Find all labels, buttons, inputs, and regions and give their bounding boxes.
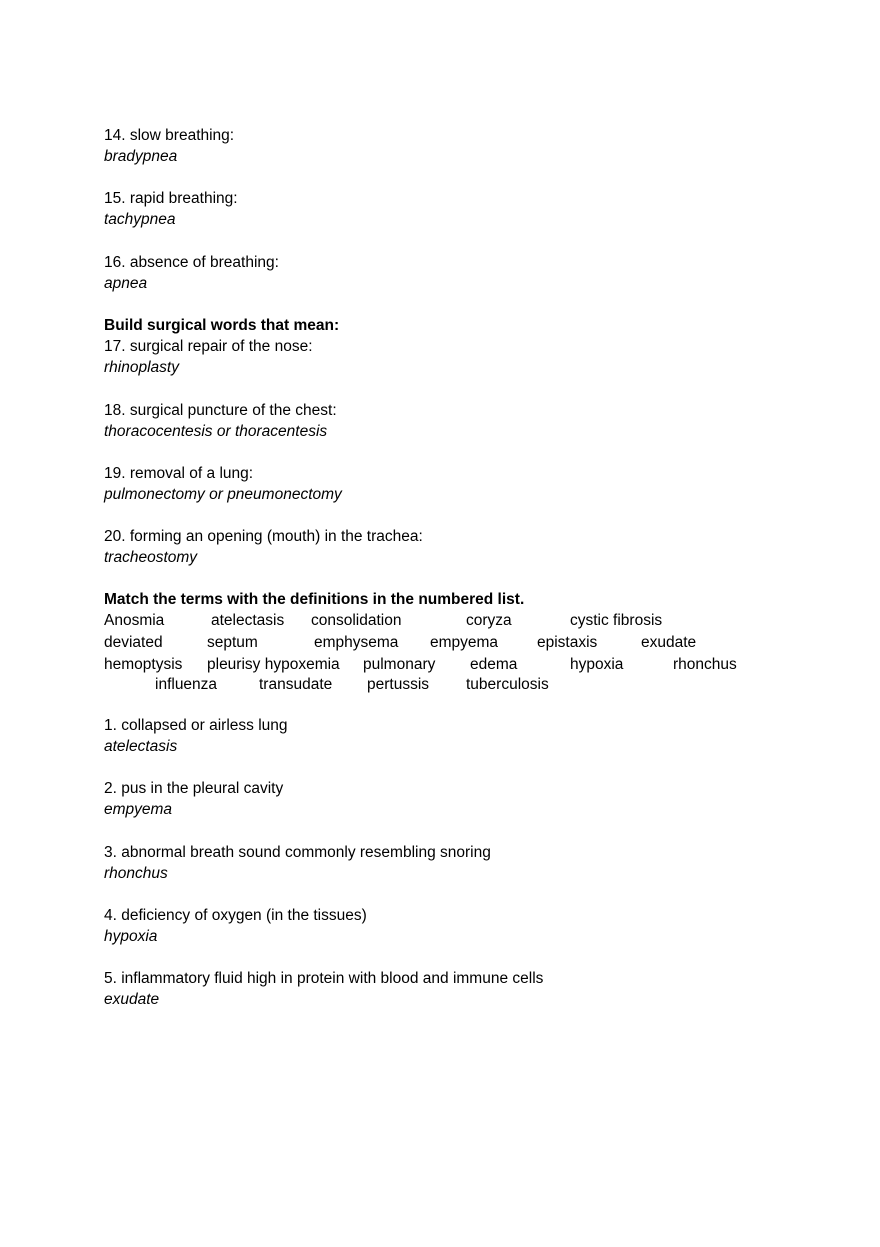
question-prompt: 2. pus in the pleural cavity [104, 780, 284, 797]
term: rhonchus [673, 656, 737, 673]
section-heading: Build surgical words that mean: [104, 317, 340, 334]
question-prompt: 14. slow breathing: [104, 127, 235, 144]
question-prompt: 15. rapid breathing: [104, 190, 238, 207]
term: atelectasis [211, 612, 285, 629]
term: coryza [466, 612, 512, 629]
question-answer: hypoxia [104, 928, 158, 945]
question-answer: tracheostomy [104, 549, 198, 566]
question-answer: empyema [104, 801, 173, 818]
term: exudate [641, 634, 697, 651]
term: pertussis [367, 676, 430, 693]
term: emphysema [314, 634, 399, 651]
question-15 [104, 188, 238, 230]
term: transudate [259, 676, 333, 693]
term: pleurisy hypoxemia [207, 656, 340, 673]
question-prompt: 19. removal of a lung: [104, 465, 254, 482]
term: hypoxia [570, 656, 624, 673]
question-answer: tachypnea [104, 211, 176, 228]
question-19 [104, 463, 342, 505]
question-prompt: 3. abnormal breath sound commonly resembling snoring [104, 844, 491, 861]
term: edema [470, 656, 518, 673]
question-prompt: 17. surgical repair of the nose: [104, 338, 313, 355]
term: consolidation [311, 612, 402, 629]
question-16 [104, 252, 279, 294]
question-18 [104, 400, 337, 442]
term: deviated [104, 634, 163, 651]
term: pulmonary [363, 656, 436, 673]
section-heading: Match the terms with the definitions in the numbered list. [104, 591, 525, 608]
question-prompt: 20. forming an opening (mouth) in the trachea: [104, 528, 423, 545]
definition-3 [104, 842, 491, 884]
question-answer: atelectasis [104, 738, 178, 755]
question-prompt: 4. deficiency of oxygen (in the tissues) [104, 907, 367, 924]
definition-2 [104, 778, 283, 820]
term: influenza [155, 676, 218, 693]
question-prompt: 16. absence of breathing: [104, 254, 279, 271]
question-answer: rhinoplasty [104, 359, 179, 376]
question-prompt: 1. collapsed or airless lung [104, 717, 288, 734]
question-prompt: 18. surgical puncture of the chest: [104, 402, 337, 419]
match-section-heading-block [104, 589, 524, 610]
question-prompt: 5. inflammatory fluid high in protein with blood and immune cells [104, 970, 544, 987]
term: septum [207, 634, 258, 651]
term: Anosmia [104, 612, 165, 629]
question-answer: bradypnea [104, 148, 178, 165]
question-answer: thoracocentesis or thoracentesis [104, 423, 328, 440]
term: empyema [430, 634, 499, 651]
question-answer: exudate [104, 991, 160, 1008]
term: cystic fibrosis [570, 612, 663, 629]
surgical-section [104, 315, 339, 378]
question-answer: rhonchus [104, 865, 168, 882]
term: hemoptysis [104, 656, 183, 673]
definition-4 [104, 905, 367, 947]
question-answer: apnea [104, 275, 148, 292]
question-14 [104, 125, 234, 167]
question-answer: pulmonectomy or pneumonectomy [104, 486, 342, 503]
question-20 [104, 526, 423, 568]
definition-5 [104, 968, 543, 1010]
term: epistaxis [537, 634, 598, 651]
definition-1 [104, 715, 288, 757]
term: tuberculosis [466, 676, 549, 693]
